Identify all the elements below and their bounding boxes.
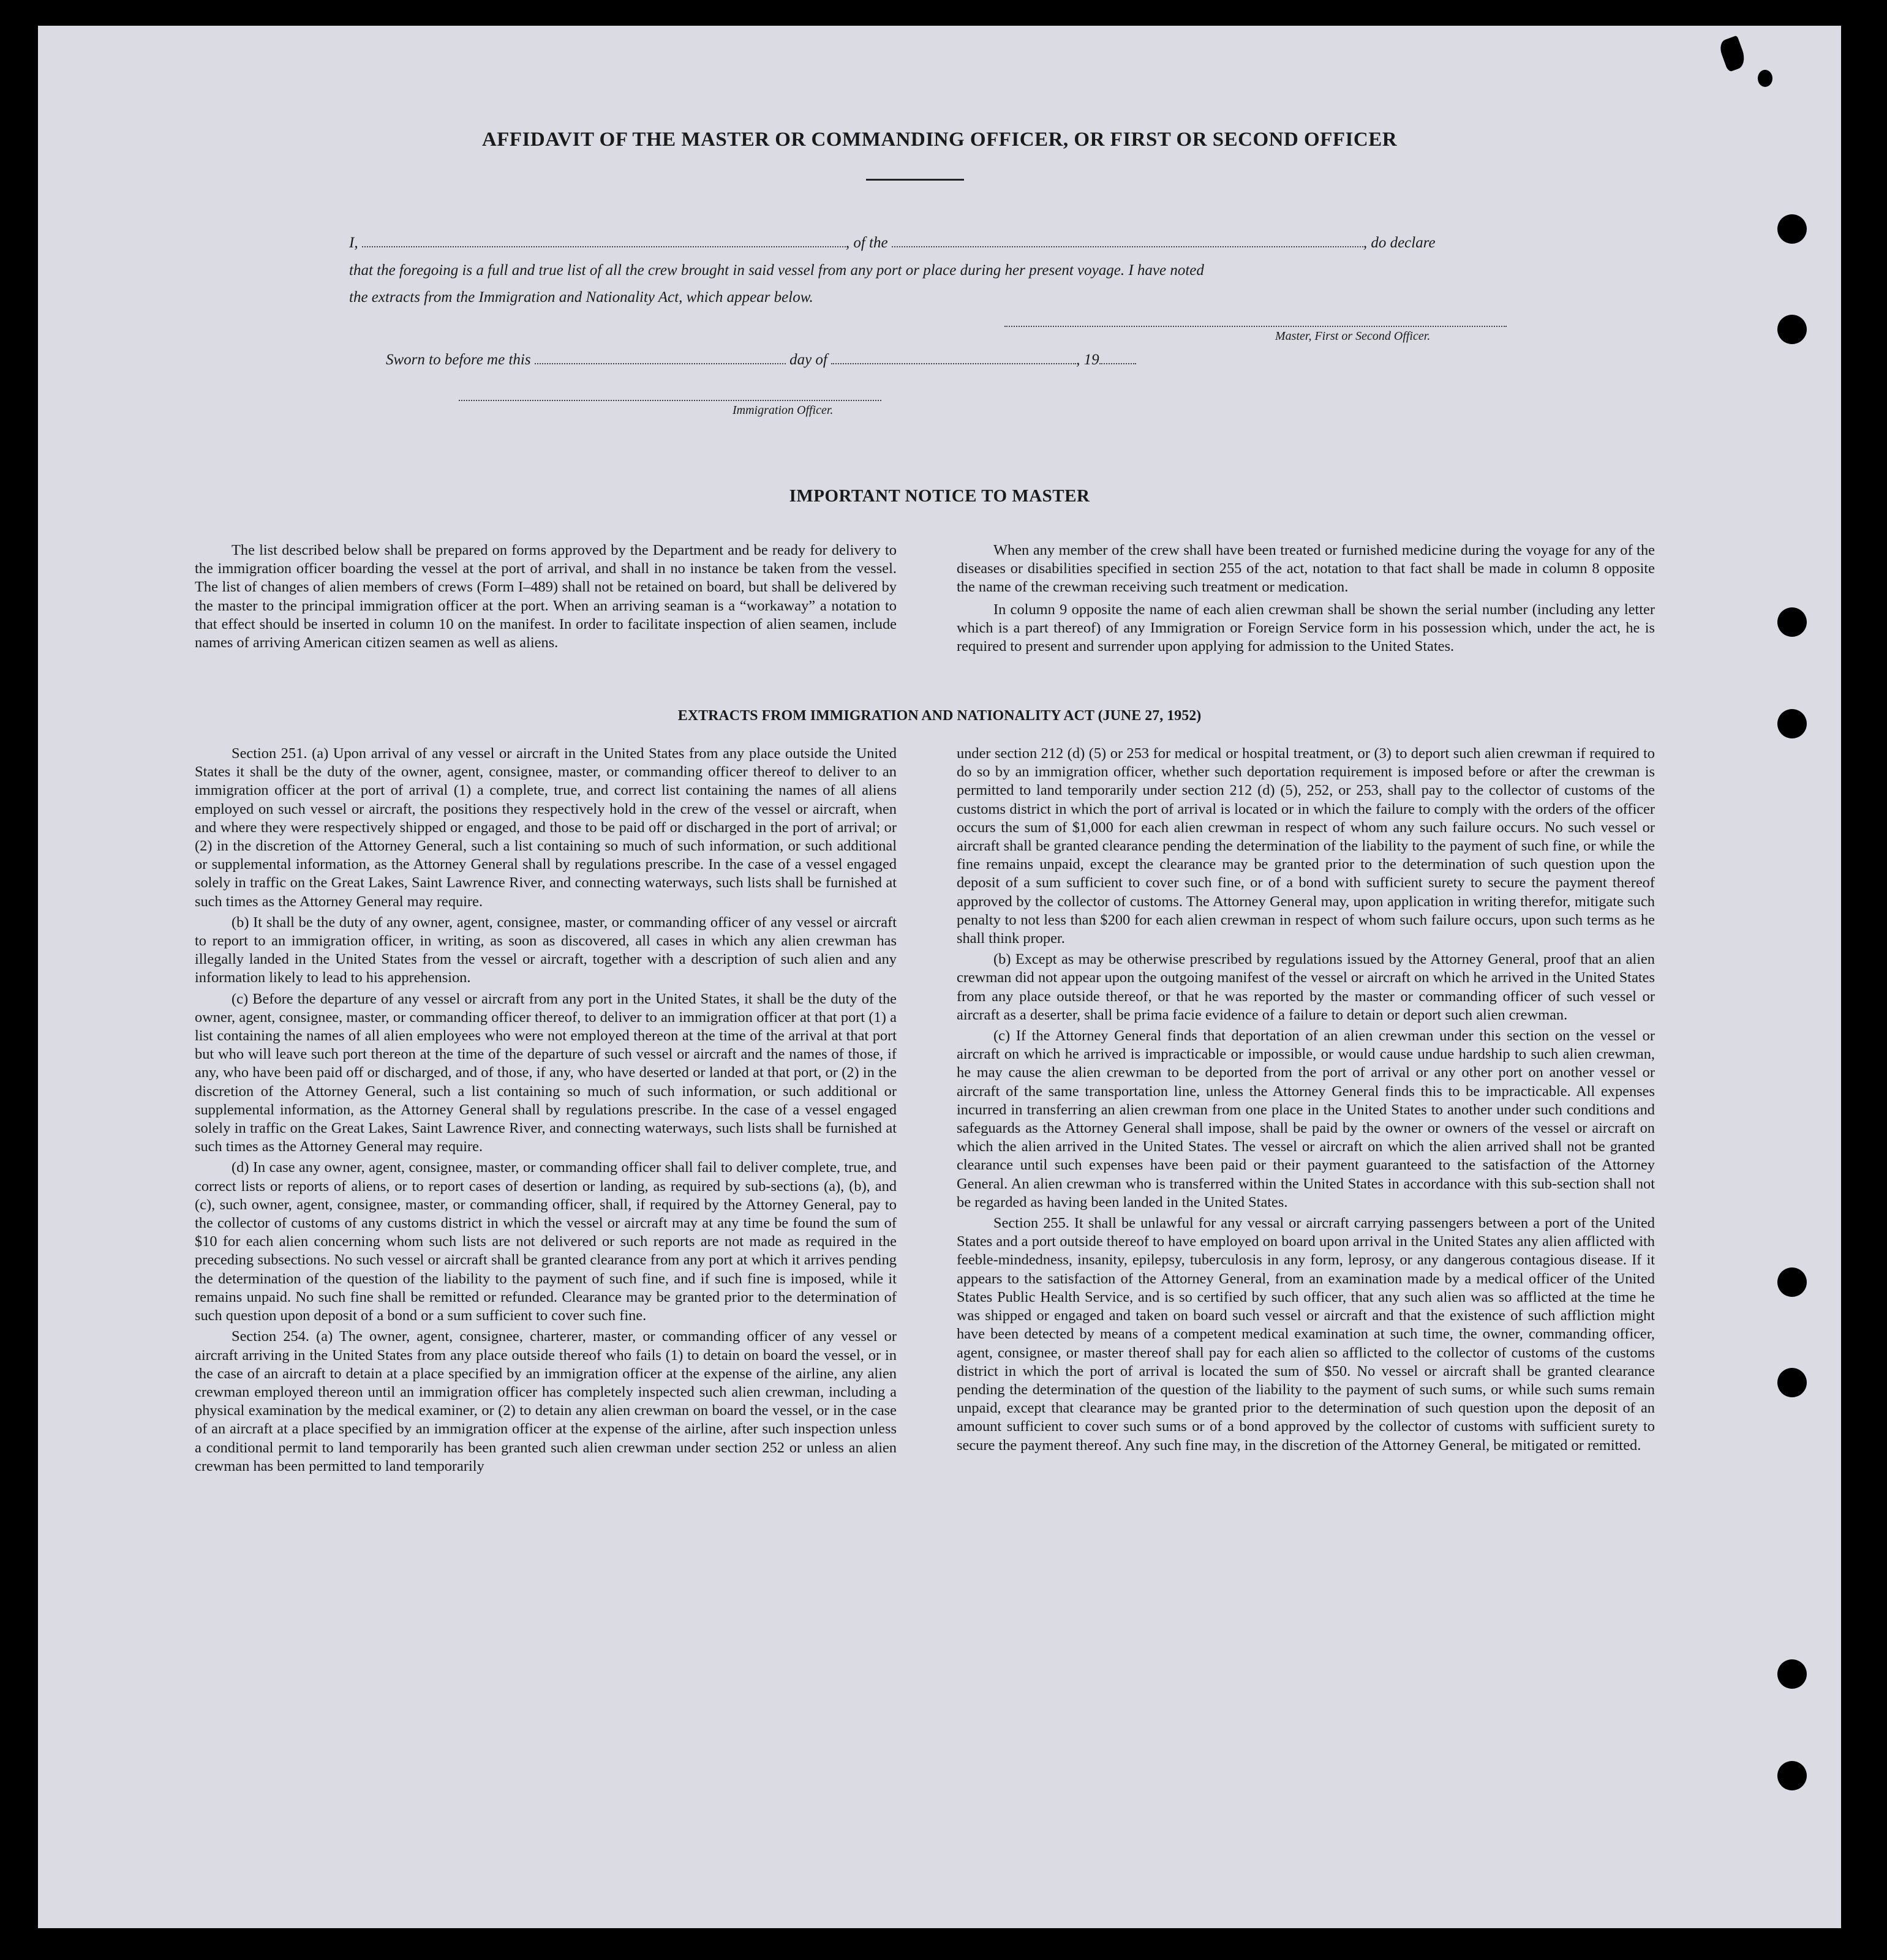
of-the-label: , of the [845,235,888,251]
extract-paragraph: Section 254. (a) The owner, agent, consignee, charterer, master, or commanding officer of any vessel or aircraft arriving in the United States from any place outside thereof who fails (1) to detain on board the vessel, or in the case of an aircraft to detain at a place specified by an immigration officer at the expense of the airline, any alien crewman employed thereon until an immigration officer has completely inspected such alien crewman, including a physical examination by the medical examiner, or (2) to detain any alien crewman on board the vessel, or in the case of an aircraft at a place specified by an immigration officer at the expense of the airline, after such inspection unless a conditional permit to land temporarily has been granted such alien crewman under section 252 or unless an alien crewman has been permitted to land temporarily [195,1328,897,1474]
declaration-line-1 [349,234,1543,252]
extracts-heading: EXTRACTS FROM IMMIGRATION AND NATIONALITY ACT (JUNE 27, 1952) [677,708,1202,724]
immigration-officer-label: Immigration Officer. [733,404,834,417]
document-page [38,26,1841,1928]
punch-hole [1777,214,1807,244]
notice-paragraph: When any member of the crew shall have been treated or furnished medicine during the voyage for any of the diseases or disabilities specified in section 255 of the act, notation to that fact shall be made in column 8 opposite the name of the crewman receiving such treatment or medication. [957,542,1655,596]
extract-paragraph: (c) If the Attorney General finds that deportation of an alien crewman under this section on the vessel or aircraft on which he arrived is impracticable or impossible, or would cause undue hardship to such alien crewman, he may cause the alien crewman to be deported from the port of arrival or any other port on another vessel or aircraft of the same transportation line, unless the Attorney General finds this to be impracticable. All expenses incurred in transferring an alien crewman from one place in the United States to another under such conditions and safeguards as the Attorney General shall impose, shall be paid by the owner or owners of the vessel or aircraft on which the alien arrived in the United States. The vessel or aircraft on which the alien arrived shall not be granted clearance until such expenses have been paid or their payment guaranteed to the satisfaction of the Attorney General. An alien crewman who is transferred within the United States in accordance with this sub-section shall not be regarded as having been landed in the United States. [957,1027,1655,1211]
notice-paragraph: The list described below shall be prepared on forms approved by the Department and be ready for delivery to the immigration officer boarding the vessel at the port of arrival, and shall in no instance be taken from the vessel. The list of changes of alien members of crews (Form I–489) shall not be retained on board, but shall be delivered by the master to the principal immigration officer at the port. When an arriving seaman is a “workaway” a notation to that effect should be inserted in column 10 on the manifest. In order to facilitate inspection of alien seamen, include names of arriving American citizen seamen as well as aliens. [195,542,897,651]
extract-paragraph: (d) In case any owner, agent, consignee, master, or commanding officer shall fail to deliver complete, true, and correct lists or reports of aliens, or to report cases of desertion or landing, as required by sub-sections (a), (b), and (c), such owner, agent, consignee, master, or commanding officer, shall, if required by the Attorney General, pay to the collector of customs of any customs district in which the vessel or aircraft may at any time be found the sum of $10 for each alien concerning whom such lists are not delivered or such reports are not made as required in the preceding subsections. No such vessel or aircraft shall be granted clearance from any port at which it arrives pending the determination of the question of the liability to the payment of such fine, and if such fine is imposed, while it remains unpaid. No such fine shall be remitted or refunded. Clearance may be granted prior to the determination of such question upon deposit of a bond or a sum sufficient to cover such fine. [195,1159,897,1324]
master-signature-line[interactable] [1004,325,1507,327]
ink-mark [1758,70,1772,87]
extracts-right-column [957,745,1655,1457]
sworn-day-blank[interactable] [535,351,786,364]
year-label: , 19 [1076,351,1099,368]
affidavit-title: AFFIDAVIT OF THE MASTER OR COMMANDING OFFICER, OR FIRST OR SECOND OFFICER [481,129,1398,151]
punch-hole [1777,1368,1807,1397]
extract-paragraph: Section 255. It shall be unlawful for any vessal or aircraft carrying passengers between a port of the United States and a port outside thereof to have employed on board upon arrival in the United States any alien afflicted with feeble-mindedness, insanity, epilepsy, tuberculosis in any form, leprosy, or any dangerous contagious disease. If it appears to the satisfaction of the Attorney General, from an examination made by a medical officer of the United States Public Health Service, and is so certified by such officer, that any such alien was so afflicted at the time he was shipped or engaged and taken on board such vessel or aircraft and that the existence of such affliction might have been detected by means of a competent medical examination at such time, the owner, commanding officer, agent, consignee, or master thereof shall pay for each alien so afflicted to the collector of customs of the customs district in which the port of arrival is located the sum of $50. No vessel or aircraft shall be granted clearance pending the determination of the question of the liability to the payment of such sums, or while such sums remain unpaid, except that clearance may be granted prior to the determination of such question upon the deposit of an amount sufficient to cover such sums or of a bond approved by the collector of customs with sufficient surety to secure the payment thereof. Any such fine may, in the discretion of the Attorney General, be mitigated or remitted. [957,1215,1655,1454]
notice-right-column [957,541,1655,658]
sworn-year-blank[interactable] [1099,351,1136,364]
notice-heading: IMPORTANT NOTICE TO MASTER [789,486,1090,506]
sworn-line [386,351,1580,369]
extract-paragraph: (c) Before the departure of any vessel or aircraft from any port in the United States, it shall be the duty of the owner, agent, consignee, master, or commanding officer thereof, to deliver to an immigration officer at that port (1) a list containing the names of all alien employees who were not employed thereon at the time of the arrival at that port but who will leave such port thereon at the time of the departure of such vessel or aircraft and the names of those, if any, who have been paid off or discharged, and of those, if any, who have deserted or landed at that port, or (2) in the discretion of the Attorney General, such a list containing so much of such information, or such additional or supplemental information, as the Attorney General shall by regulations prescribe. In the case of a vessel engaged solely in traffic on the Great Lakes, Saint Lawrence River, and connecting waterways, such lists shall be furnished at such times as the Attorney General may require. [195,990,897,1155]
extract-paragraph: (b) It shall be the duty of any owner, agent, consignee, master, or commanding officer of any vessel or aircraft to report to an immigration officer, in writing, as soon as discovered, all cases in which any alien crewman has illegally landed in the United States from the vessel or aircraft, together with a description of such alien and any information likely to lead to his apprehension. [195,914,897,986]
punch-hole [1777,1761,1807,1790]
do-declare-label: , do declare [1363,235,1436,251]
declaration-line-2: that the foregoing is a full and true list of all the crew brought in said vessel from any port or place during her present voyage. I have noted [349,262,1204,279]
extract-paragraph: (b) Except as may be otherwise prescribed by regulations issued by the Attorney General, proof that an alien crewman did not appear upon the outgoing manifest of the vessel or aircraft on which he arrived in the United States from any place outside thereof, or that he was reported by the master or commanding officer of such vessel or aircraft as a deserter, shall be prima facie evidence of a failure to detain or deport such alien crewman. [957,951,1655,1023]
extract-paragraph: under section 212 (d) (5) or 253 for medical or hospital treatment, or (3) to deport such alien crewman if required to do so by an immigration officer, whether such deportation requirement is imposed before or after the crewman is permitted to land temporarily under section 212 (d) (5), 252, or 253, shall pay to the collector of customs of the customs district in which the port of arrival is located or in which the failure to comply with the orders of the officer occurs the sum of $1,000 for each alien crewman in respect of whom any such failure occurs. No such vessel or aircraft shall be granted clearance pending the determination of the liability to the payment of such fine, or while the fine remains unpaid, except the clearance may be granted prior to the determination of such question upon the deposit of a sum sufficient to cover such fine, or of a bond with sufficient surety to secure the payment thereof approved by the collector of customs. The Attorney General may, upon application in writing therefor, mitigate such penalty to not less than $200 for each alien crewman in respect of whom such failure occurs, upon such terms as he shall think proper. [957,745,1655,947]
punch-hole [1777,709,1807,738]
extract-paragraph: Section 251. (a) Upon arrival of any vessel or aircraft in the United States from any place outside the United States it shall be the duty of the owner, agent, consignee, master, or commanding officer thereof to deliver to an immigration officer at the port of arrival (1) a complete, true, and correct list containing the names of all aliens employed on such vessel or aircraft, the positions they respectively hold in the crew of the vessel or aircraft, when and where they were respectively shipped or engaged, and those to be paid off or discharged in the port of arrival; or (2) in the discretion of the Attorney General, such a list containing so much of such information, or such additional or supplemental information, as the Attorney General shall by regulations prescribe. In the case of a vessel engaged solely in traffic on the Great Lakes, Saint Lawrence River, and connecting waterways, such lists shall be furnished at such times as the Attorney General may require. [195,745,897,910]
immigration-officer-signature-line[interactable] [459,399,881,401]
day-of-label: day of [789,351,827,368]
name-blank[interactable] [362,234,846,247]
sworn-month-blank[interactable] [831,351,1076,364]
punch-hole [1777,1267,1807,1297]
notice-left-column [195,541,897,655]
sworn-label: Sworn to before me this [386,351,531,368]
extracts-left-column [195,745,897,1478]
punch-hole [1777,1659,1807,1689]
punch-hole [1777,607,1807,637]
title-underline [866,179,964,181]
vessel-blank[interactable] [892,234,1363,247]
notice-paragraph: In column 9 opposite the name of each alien crewman shall be shown the serial number (including any letter which is a part thereof) of any Immigration or Foreign Service form in his possession which, under the act, he is required to present and surrender upon applying for admission to the United States. [957,601,1655,655]
declaration-line-3: the extracts from the Immigration and Nationality Act, which appear below. [349,289,813,306]
master-signature-label: Master, First or Second Officer. [1275,329,1431,343]
ink-mark [1717,36,1748,72]
punch-hole [1777,315,1807,344]
i-label: I, [349,235,358,251]
